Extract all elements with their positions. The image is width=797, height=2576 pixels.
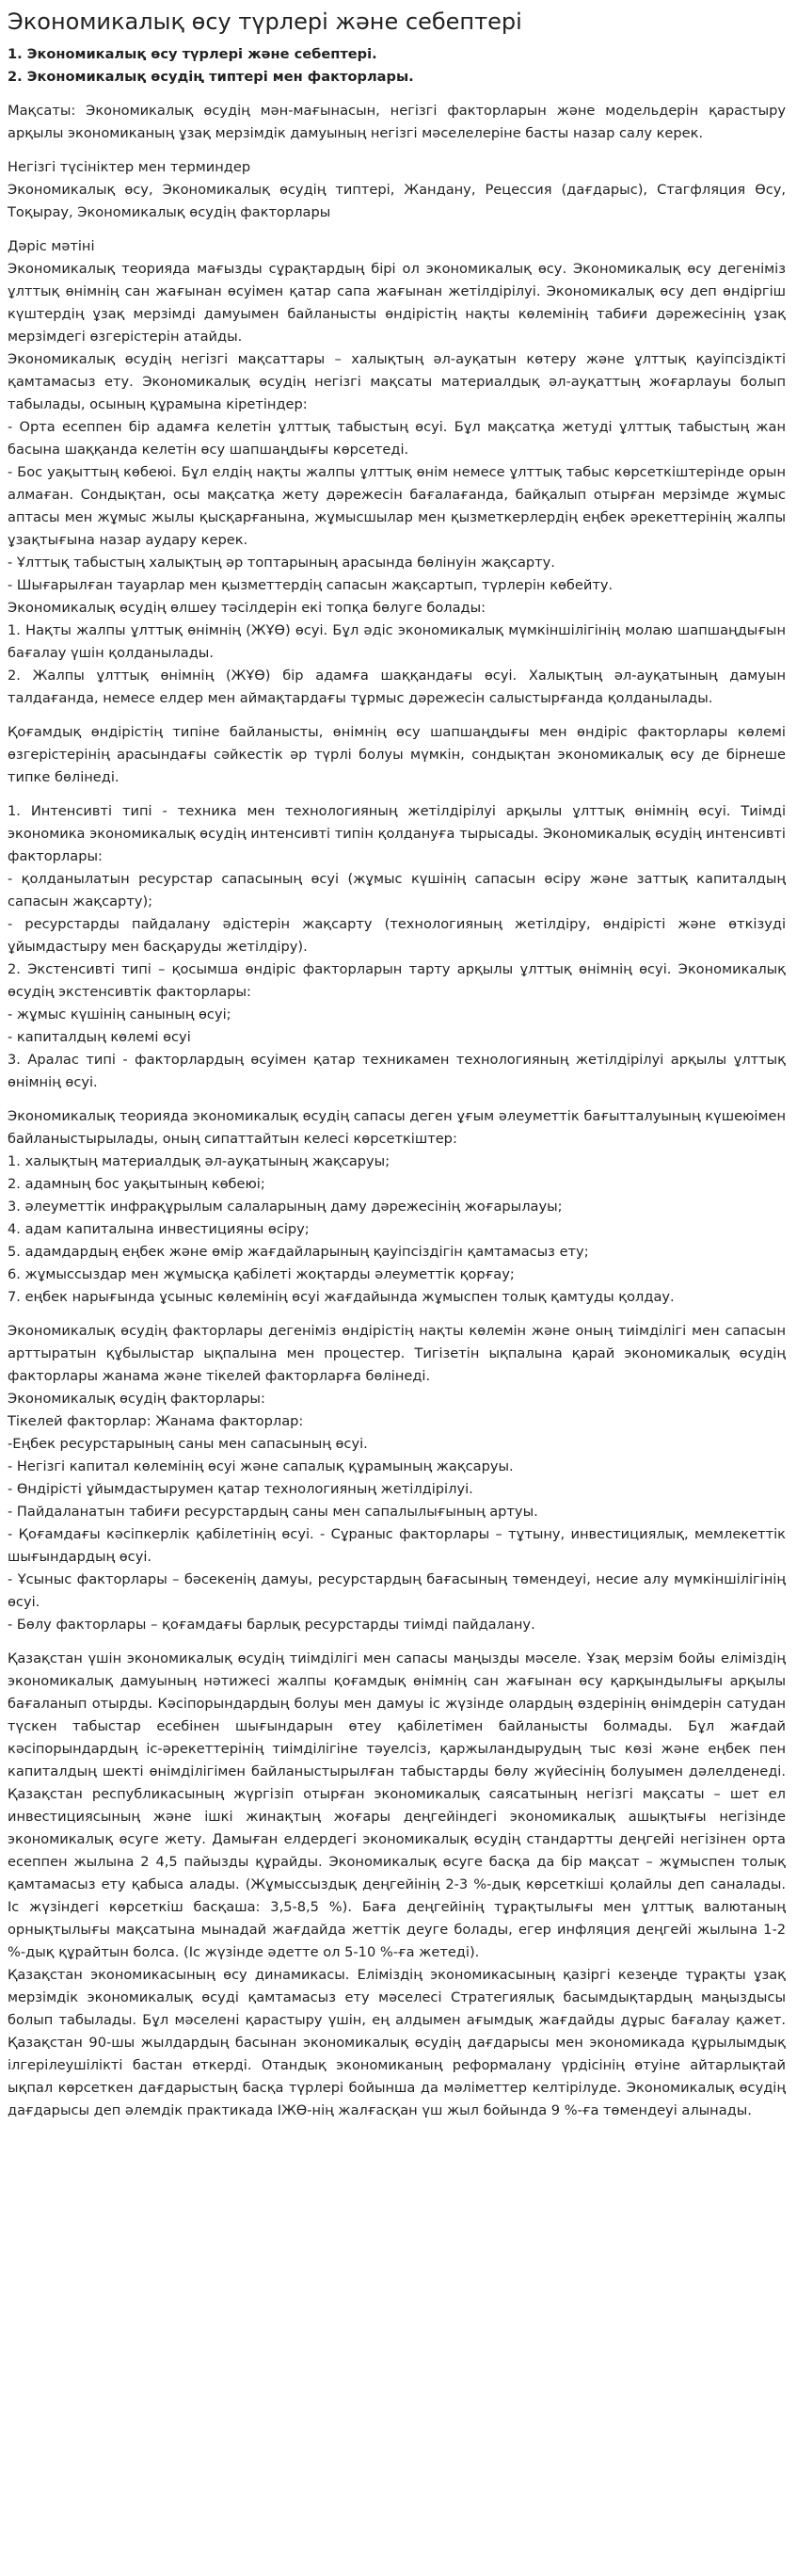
subtitle-1: 1. Экономикалық өсу түрлері және себептері. — [8, 46, 377, 62]
list-item: 7. еңбек нарығында ұсыныс көлемінің өсуі жағдайында жұмыспен толық қамтуды қолдау. — [8, 1289, 675, 1305]
list-item: - Қоғамдағы кәсіпкерлік қабілетінің өсуі. - Сұраныс факторлары – тұтыну, инвестициялық, мемлекеттік шығындардың өсуі. — [8, 1526, 786, 1565]
terms-list: Экономикалық өсу, Экономикалық өсудің типтері, Жандану, Рецессия (дағдарыс), Стагфляция Өсу, Тоқырау, Экономикалық өсудің факторлары — [8, 182, 786, 220]
list-item: - Негізгі капитал көлемінің өсуі және сапалық құрамының жақсаруы. — [8, 1458, 514, 1474]
list-item: - Пайдаланатын табиғи ресурстардың саны мен сапалылығының артуы. — [8, 1504, 538, 1520]
list-item: -Еңбек ресурстарының саны мен сапасының өсуі. — [8, 1436, 368, 1452]
list-item: 6. жұмыссыздар мен жұмысқа қабілеті жоқтарды әлеуметтік қорғау; — [8, 1266, 515, 1282]
list-item: - ресурстарды пайдалану әдістерін жақсарту (технологияның жетілдіру, өндірісті және өткізуді ұйымдастыру мен басқаруды жетілдіру). — [8, 916, 786, 955]
goal-paragraph: Мақсаты: Экономикалық өсудің мән-мағынасын, негізгі факторларын және модельдерін қарастыру арқылы экономиканың ұзақ мерзімдік дамуының негізгі мәселелеріне басты назар салу керек. — [8, 103, 786, 141]
subtitle-2: 2. Экономикалық өсудің типтері мен факторлары. — [8, 69, 414, 85]
list-item: 5. адамдардың еңбек және өмір жағдайларының қауіпсіздігін қамтамасыз ету; — [8, 1244, 589, 1260]
list-item: 1. Нақты жалпы ұлттық өнімнің (ЖҰӨ) өсуі. Бұл әдіс экономикалық мүмкіншілігінің молаю шапшаңдығын бағалау үшін қолданылады. — [8, 622, 786, 661]
list-item: 2. Жалпы ұлттық өнімнің (ЖҰӨ) бір адамға шаққандағы өсуі. Халықтың әл-ауқатының дамуын талдағанда, немесе елдер мен аймақтардағы тұрмыс дәрежесін салыстырғанда қолданылады. — [8, 668, 786, 706]
paragraph: Экономикалық өсудің өлшеу тәсілдерін екі топқа бөлуге болады: — [8, 600, 486, 616]
paragraph: Тікелей факторлар: Жанама факторлар: — [8, 1413, 304, 1429]
paragraph: Экономикалық өсудің факторлары дегеніміз өндірістің нақты көлемін және оның тиімділігі мен сапасын арттыратын құбылыстар ықпалына мен процестер. Тигізетін ықпалына қарай экономикалық өсудің факторлары жанама және тікелей факторларға бөлінеді. — [8, 1323, 786, 1384]
list-item: 1. халықтың материалдық әл-ауқатының жақсаруы; — [8, 1153, 391, 1169]
list-item: - қолданылатын ресурстар сапасының өсуі (жұмыс күшінің сапасын өсіру және заттық капиталдың сапасын жақсарту); — [8, 871, 786, 910]
list-item: 2. Экстенсивті типі – қосымша өндіріс факторларын тарту арқылы ұлттық өнімнің өсуі. Экономикалық өсудің экстенсивтік факторлары: — [8, 961, 786, 1000]
paragraph: Экономикалық теорияда мағызды сұрақтардың бірі ол экономикалық өсу. Экономикалық өсу дегеніміз ұлттық өнімнің сан жағынан өсуімен қатар сапа жағынан жетілдірілуі. Экономикалық өсу деп өндіргіш күштердің ұзақ мерзімді дамуымен байланысты өндірістің нақты көлемінің табиғи дәрежесінің ұзақ мерзімдегі өзгерістерін атайды. — [8, 261, 786, 345]
list-item: - жұмыс күшінің санының өсуі; — [8, 1006, 231, 1022]
list-item: - Бөлу факторлары – қоғамдағы барлық ресурстарды тиімді пайдалану. — [8, 1617, 535, 1633]
paragraph: Экономикалық өсудің факторлары: — [8, 1391, 265, 1407]
paragraph: Қоғамдық өндірістің типіне байланысты, өнімнің өсу шапшаңдығы мен өндіріс факторлары көлемі өзгерістерінің арасындағы сәйкестік әр түрлі болуы мүмкін, сондықтан экономикалық өсу де бірнеше типке бөлінеді. — [8, 724, 786, 785]
paragraph: Экономикалық өсудің негізгі мақсаттары – халықтың әл-ауқатын көтеру және ұлттық қауіпсіздікті қамтамасыз ету. Экономикалық өсудің негізгі мақсаты материалдық әл-ауқаттың жоғарлауы болып табылады, осының құрамына кіретіндер: — [8, 351, 786, 412]
document-title: Экономикалық өсу түрлері және себептері — [8, 8, 522, 35]
lecture-heading: Дәріс мәтіні — [8, 238, 95, 254]
list-item: 1. Интенсивті типі - техника мен технологияның жетілдірілуі арқылы ұлттық өнімнің өсуі. Тиімді экономика экономикалық өсудің интенсивті типін қолдануға тырысады. Экономикалық өсудің интенсивті факторлары: — [8, 803, 786, 864]
terms-heading: Негізгі түсініктер мен терминдер — [8, 159, 251, 175]
list-item: - Шығарылған тауарлар мен қызметтердің сапасын жақсартып, түрлерін көбейту. — [8, 577, 614, 593]
paragraph: Қазақстан үшін экономикалық өсудің тиімділігі мен сапасы маңызды мәселе. Ұзақ мерзім бойы еліміздің экономикалық дамуының нәтижесі жалпы қоғамдық өнімнің сан жағынан өсу қарқындылығы арқылы бағаланып отырды. Кәсіпорындардың болуы мен дамуы іс жүзінде олардың өздерінің өнімдерін сатудан түскен табыстар есебінен шығындарын өтеу қабілетімен байланысты болмады. Бұл жағдай кәсіпорындардың іс-әрекеттерінің тиімділігіне тәуелсіз, қаржыландырудың тыс көзі және еңбек пен капиталдың шекті өнімділігімен байланыстырылған табыстарды бөлу жүйесінің болуымен дәлелденеді. Қазақстан республикасының жүргізіп отырған экономикалық саясатының негізгі мақсаты – шет ел инвестициясының және ішкі жинақтың жоғары деңгейіндегі экономикалық ашықтығы негізінде экономикалық өсуге жету. Дамыған елдердегі экономикалық өсудің стандартты деңгейі негізінен орта есеппен жылына 2 4,5 пайызды құрайды. Экономикалық өсуге басқа да бір мақсат – жұмыспен толық қамтамасыз ету қабыса алады. (Жұмыссыздық деңгейінің 2-3 %-дық көрсеткіші қолайлы деп саналады. Іс жүзіндегі көрсеткіш басқаша: 3,5-8,5 %). Баға деңгейінің тұрақтылығы мен ұлттық валютаның орнықтылығы мақсатына мынадай жағдайда жеттік деуге болады, егер инфляция деңгейі жылына 1-2 %-дық құрайтын болса. (Іс жүзінде әдетте ол 5-10 %-ға жетеді). — [8, 1650, 786, 1960]
list-item: - капиталдың көлемі өсуі — [8, 1029, 191, 1045]
list-item: - Ұсыныс факторлары – бәсекенің дамуы, ресурстардың бағасының төмендеуі, несие алу мүмкіншілігінің өсуі. — [8, 1571, 786, 1610]
list-item: 2. адамның бос уақытының көбеюі; — [8, 1176, 265, 1192]
list-item: - Бос уақыттың көбеюі. Бұл елдің нақты жалпы ұлттық өнім немесе ұлттық табыс көрсеткіштерінде орын алмаған. Сондықтан, осы мақсатқа жету дәрежесін бағалағанда, байқалып отырған мерзімде жұмыс аптасы мен жұмыс жылы қысқарғанына, жұмысшылар мен қызметкерлердің еңбек әрекеттерінің жалпы ұзақтығына назар аудару керек. — [8, 464, 786, 548]
list-item: 3. Аралас типі - факторлардың өсуімен қатар техникамен технологияның жетілдірілуі арқылы ұлттық өнімнің өсуі. — [8, 1052, 786, 1090]
paragraph: Қазақстан экономикасының өсу динамикасы. Еліміздің экономикасының қазіргі кезеңде тұрақты ұзақ мерзімдік экономикалық өсуді қамтамасыз ету мәселесі Стратегиялық басымдықтардың маңыздысы болып табылады. Бұл мәселені қарастыру үшін, ең алдымен ағымдық жағдайды дұрыс бағалау қажет. Қазақстан 90-шы жылдардың басынан экономикалық өсудің дағдарысы мен экономикада құрылымдық ілгерілеушілікті бастан өткерді. Отандық экономиканың реформалану үрдісінің өтуіне айтарлықтай ықпал көрсеткен дағдарыстың басқа түрлері бойынша да мәліметтер келтірілуде. Экономикалық өсудің дағдарысы деп әлемдік практикада ІЖӨ-нің жалғасқан үш жыл бойында 9 %-ға төмендеуі алынады. — [8, 1967, 786, 2118]
list-item: 4. адам капиталына инвестицияны өсіру; — [8, 1221, 310, 1237]
list-item: - Ұлттық табыстың халықтың әр топтарының арасында бөлінуін жақсарту. — [8, 555, 555, 571]
list-item: 3. әлеуметтік инфрақұрылым салаларының даму дәрежесінің жоғарылауы; — [8, 1199, 563, 1215]
list-item: - Өндірісті ұйымдастырумен қатар технологияның жетілдірілуі. — [8, 1481, 473, 1497]
paragraph: Экономикалық теорияда экономикалық өсудің сапасы деген ұғым әлеуметтік бағытталуының күшеюімен байланыстырылады, оның сипаттайтын келесі көрсеткіштер: — [8, 1108, 786, 1147]
list-item: - Орта есеппен бір адамға келетін ұлттық табыстың өсуі. Бұл мақсатқа жетуді ұлттық табыстың жан басына шаққанда келетін өсу шапшаңдығы көрсетеді. — [8, 419, 786, 458]
